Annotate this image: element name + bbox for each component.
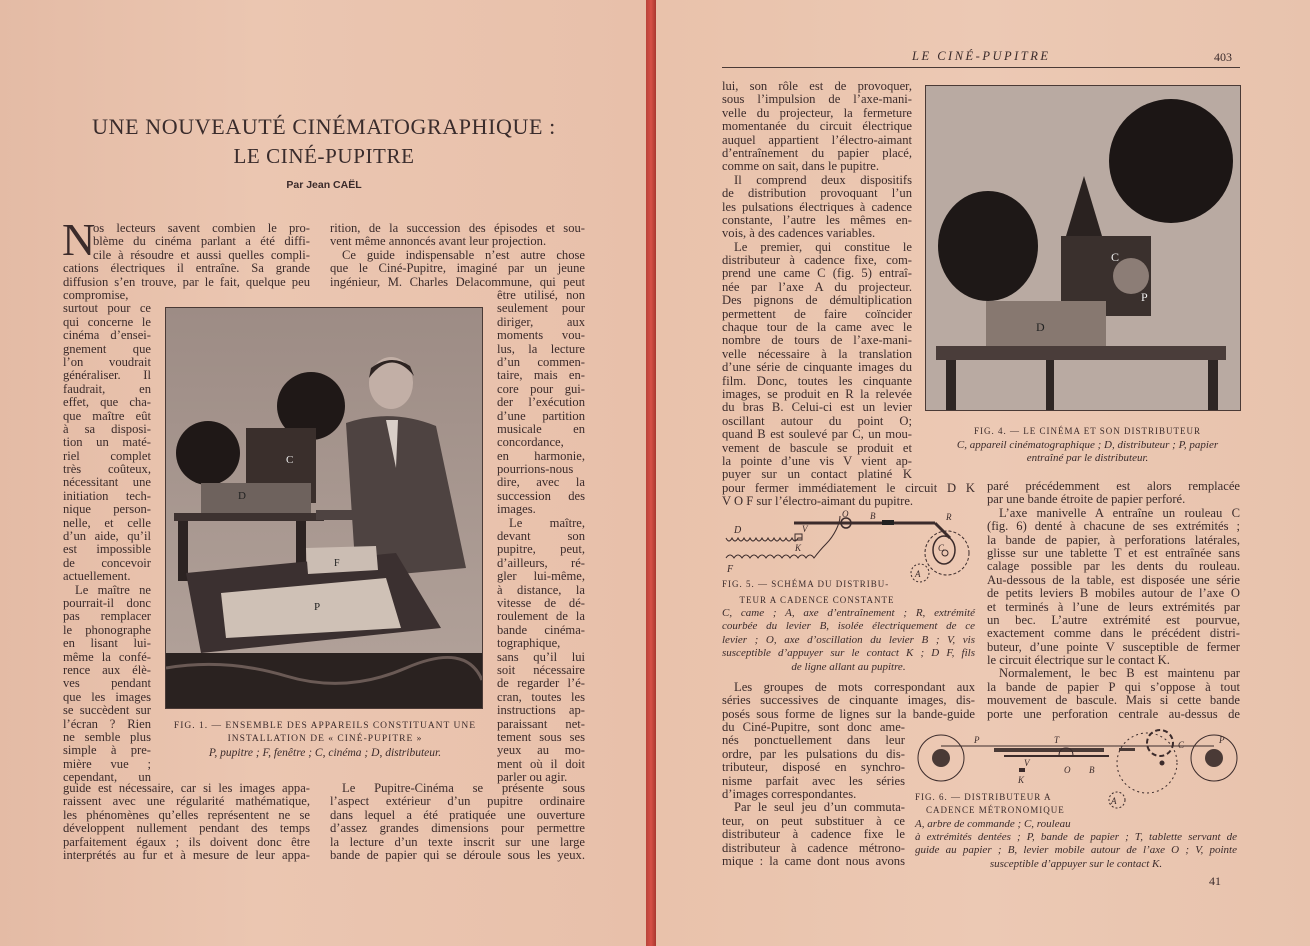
text-line: tement sous ses xyxy=(497,729,585,744)
text-line: gnement que xyxy=(63,341,151,356)
text-line: calage possible par les dents du rouleau. xyxy=(987,559,1240,574)
text-line: film. Donc, toutes les cinquante xyxy=(722,373,912,388)
text-line: ingénieur, M. Charles Delacommune, qui peut xyxy=(330,274,585,289)
text-line: nécessitant une xyxy=(63,475,151,490)
text-line: pas remplacer xyxy=(63,609,151,624)
text-line: succession des xyxy=(497,488,585,503)
label-o: O xyxy=(1064,765,1071,775)
text-line: comme on sait, dans le pupitre. xyxy=(722,159,880,174)
text-line: devant son xyxy=(497,529,585,544)
label-c: C xyxy=(1111,250,1120,264)
text-line: concordance, xyxy=(497,435,564,450)
text-line: nés ponctuellement dans leur xyxy=(722,733,905,748)
text-line: parler ou agir. xyxy=(497,770,568,785)
text-line: cran, toutes les xyxy=(497,689,585,704)
byline: Par Jean CAËL xyxy=(286,179,362,191)
text-block-bottom-col2 xyxy=(330,782,585,862)
ciné-pupitre-installation-image xyxy=(166,308,482,708)
text-block-narrow-right xyxy=(497,289,585,784)
label-b: B xyxy=(1089,765,1095,775)
text-line: raissent avec une régularité mathématique, xyxy=(63,794,310,809)
text-line: faudrait, en xyxy=(63,381,151,396)
text-line: rition, de la succession des épisodes et sou- xyxy=(330,221,585,235)
figure-6-legend xyxy=(915,831,1237,871)
text-line: est impossible xyxy=(63,542,151,557)
text-line: pupitre, peut, xyxy=(497,542,585,557)
figure-1-legend: P, pupitre ; F, fenêtre ; C, cinéma ; D, distributeur. xyxy=(208,747,442,759)
figure-1-caption-title xyxy=(165,720,485,747)
text-line: mière vue ; xyxy=(63,756,151,771)
text-line: puyer sur un contact platiné K xyxy=(722,467,912,482)
text-line: même la confé- xyxy=(63,649,151,664)
page-number-top: 403 xyxy=(1214,50,1232,64)
running-head: LE CINÉ-PUPITRE xyxy=(912,49,1051,63)
caption-line: C, appareil cinématographique ; D, distributeur ; P, papier xyxy=(956,439,1219,451)
figure-1-photo xyxy=(165,307,483,709)
text-line: dans lequel a été pratiquée une ouverture xyxy=(330,807,585,822)
text-line: se succèdent sur xyxy=(63,703,151,718)
text-line: en harmonie, xyxy=(497,448,585,463)
label-c: C xyxy=(938,543,945,553)
text-line: constante, l’autre les mêmes en- xyxy=(722,212,912,227)
figure-4-photo xyxy=(925,85,1241,411)
text-line: L’axe manivelle A entraîne un rouleau C xyxy=(999,505,1240,520)
text-line: de concevoir xyxy=(63,555,151,570)
text-line: sans qu’il lui xyxy=(497,649,585,664)
text-block-col2 xyxy=(987,480,1240,721)
caption-line: courbée du levier B, isolée électriquement de ce xyxy=(722,620,975,633)
text-block-col1-wide xyxy=(722,482,975,509)
text-line: exactement comme dans le précédent distri- xyxy=(987,626,1240,641)
text-line: du Ciné-Pupitre, sont donc ame- xyxy=(722,720,905,734)
text-line: l’on voudrait xyxy=(63,354,151,369)
article-title: UNE NOUVEAUTÉ CINÉMATOGRAPHIQUE : xyxy=(92,114,556,139)
text-line: la bande de papier P qui s’oppose à tout xyxy=(987,679,1240,694)
text-line: que maître eût xyxy=(63,408,151,423)
text-line: pourrait-il donc xyxy=(63,595,151,610)
text-line: la lecture d’un texte inscrit sur une large xyxy=(330,834,585,849)
text-line: blème du cinéma parlant a été diffi- xyxy=(93,234,310,249)
text-line: mouvement de bascule. Mais si cette bande xyxy=(987,693,1240,708)
text-line: en lisant lui- xyxy=(63,636,151,651)
text-line: ment où il doit xyxy=(497,756,585,771)
text-line: Normalement, le bec B est maintenu par xyxy=(999,666,1240,681)
text-line: ves pendant xyxy=(63,676,151,691)
text-line: d’images correspondantes. xyxy=(722,786,857,801)
text-line: yeux au mo- xyxy=(497,743,585,758)
text-line: de distribution provoquant l’un xyxy=(722,186,912,201)
text-line: d’ailleurs, ré- xyxy=(497,555,585,570)
text-line: l’aspect extérieur d’un pupitre ordinaire xyxy=(330,794,585,809)
text-line: initiation tech- xyxy=(63,488,151,503)
text-line: être utilisé, non xyxy=(497,288,585,302)
text-line: moments vou- xyxy=(497,328,585,343)
caption-line: susceptible d’appuyer sur le contact K. xyxy=(989,857,1163,870)
text-line: oscillant autour du point O; xyxy=(722,413,912,428)
figure-4-legend xyxy=(935,439,1240,466)
left-page xyxy=(0,0,648,946)
text-line: roulement de la xyxy=(497,609,585,624)
text-block-intro-col1 xyxy=(63,222,310,289)
text-line: les pulsations électriques à cadence xyxy=(722,199,912,214)
text-block-groups-wide xyxy=(722,681,975,721)
text-line: et terminés à l’une de leurs extrémités par xyxy=(987,599,1240,614)
text-line: der l’exécution xyxy=(497,395,585,410)
text-line: glisse sur une tablette T et est entraînée sans xyxy=(987,545,1240,560)
text-line: paraissant net- xyxy=(497,716,585,731)
text-line: core pour gui- xyxy=(497,381,585,396)
text-line: née par l’axe A du projecteur. xyxy=(722,279,912,294)
label-t: T xyxy=(1054,735,1060,745)
text-line: le circuit électrique sur le contact K. xyxy=(987,653,1170,668)
text-line: que le Ciné-Pupitre, imaginé par un jeune xyxy=(330,261,585,276)
text-line: compromise, xyxy=(63,288,129,302)
text-line: bande de papier qui se déroule sous les yeux. xyxy=(330,847,585,862)
text-line: sous l’impulsion de l’axe-mani- xyxy=(722,92,912,107)
text-line: images. xyxy=(497,502,536,517)
text-line: d’une série de cinquante images du xyxy=(722,360,912,375)
text-line: chaque tour de la came avec le xyxy=(722,320,912,335)
text-line: Le premier, qui constitue le xyxy=(734,239,912,254)
text-line: pourrions-nous xyxy=(497,462,574,477)
text-line: Ce guide indispensable n’est autre chose xyxy=(342,247,585,262)
text-line: actuellement. xyxy=(63,569,131,584)
text-line: vent même annoncés avant leur projection. xyxy=(330,234,547,249)
text-line: mique : la came dont nous avons xyxy=(722,853,905,868)
text-line: Le Pupitre-Cinéma se présente sous xyxy=(342,781,585,795)
text-line: parfaitement égaux ; ils doivent donc être xyxy=(63,834,310,849)
caption-line: susceptible d’appuyer sur le contact K ; D F, fils xyxy=(722,647,975,660)
text-line: images, se produit en R la relevée xyxy=(722,386,912,401)
label-b: B xyxy=(870,511,876,521)
text-line: la bande de papier, à perforations latérales, xyxy=(987,532,1240,547)
text-line: de regarder l’é- xyxy=(497,676,585,691)
text-line: distributeur à cadence métrono- xyxy=(722,840,905,855)
text-line: cations électriques il entraîne. Sa grande xyxy=(63,261,310,276)
text-line: guide est nécessaire, car si les images appa- xyxy=(63,781,310,795)
text-line: Par le seul jeu d’un commuta- xyxy=(734,800,905,815)
label-r: R xyxy=(946,512,952,522)
text-line: généraliser. Il xyxy=(63,368,151,383)
text-line: tributeur, disposé en synchro- xyxy=(722,760,905,775)
text-line: tion un maté- xyxy=(63,435,151,450)
text-line: permettent de faire coïncider xyxy=(722,306,912,321)
text-line: lui, son rôle est de provoquer, xyxy=(722,79,912,93)
label-f: F xyxy=(334,558,340,569)
text-line: Le maître, xyxy=(509,515,585,530)
label-d: D xyxy=(1036,320,1045,334)
text-block-narrow-left xyxy=(63,289,151,784)
caption-line: levier ; O, axe d’oscillation du levier B ; V, vis xyxy=(722,633,975,646)
text-line: vois, à des cadences variables. xyxy=(722,226,876,241)
text-line: posés sous forme de lignes sur la bande-guide xyxy=(722,706,975,721)
cinema-and-distributor-image xyxy=(926,86,1240,410)
text-line: musicale en xyxy=(497,421,585,436)
text-line: teur, on peut substituer à ce xyxy=(722,813,905,828)
text-line: simple à pre- xyxy=(63,743,151,758)
text-line: nombre de tours de l’axe-mani- xyxy=(722,333,912,348)
text-line: par une bande étroite de papier perforé. xyxy=(987,492,1186,507)
text-line: instructions ap- xyxy=(497,703,585,718)
text-line: nique person- xyxy=(63,502,151,517)
text-line: Au-dessous de la table, est disposée une série xyxy=(987,572,1240,587)
text-block-bottom-col1 xyxy=(63,782,310,862)
text-line: ne semble plus xyxy=(63,729,151,744)
figure-5-caption-title-1: FIG. 5. — SCHÉMA DU DISTRIBU- xyxy=(722,579,890,589)
text-line: buteur, d’une pointe V susceptible de fermer xyxy=(987,639,1240,654)
text-line: porte une perforation centrale au-dessus de xyxy=(987,706,1240,721)
header-rule xyxy=(722,67,1240,68)
drop-cap: N xyxy=(62,214,96,265)
text-line: vitesse de dé- xyxy=(497,595,585,610)
label-p: P xyxy=(974,735,980,745)
label-c: C xyxy=(286,454,294,466)
text-line: un bec. L’autre extrémité est pourvue, xyxy=(987,612,1240,627)
text-line: très coûteux, xyxy=(63,462,151,477)
text-line: à sa disposi- xyxy=(63,421,151,436)
text-line: V O F sur l’électro-aimant du pupitre. xyxy=(722,494,914,509)
text-line: distributeur à cadence fixe, com- xyxy=(722,253,912,268)
figure-5-legend xyxy=(722,607,975,674)
text-line: cile à résoudre et aussi quelles compli- xyxy=(93,247,310,262)
figure-4-caption-title: FIG. 4. — LE CINÉMA ET SON DISTRIBUTEUR xyxy=(973,426,1202,436)
text-line: nelle, et celle xyxy=(63,515,151,530)
text-line: quand B est soulevé par C, un mou- xyxy=(722,427,912,442)
text-line: d’un aide, qu’il xyxy=(63,529,151,544)
page-number-bottom: 41 xyxy=(1209,874,1221,888)
label-d: D xyxy=(734,525,742,536)
text-line: taire, mais en- xyxy=(497,368,585,383)
text-line: lus, la lecture xyxy=(497,341,585,356)
caption-line: à extrémités dentées ; P, bande de papier ; T, tablette servant de xyxy=(915,831,1237,843)
text-line: os lecteurs savent combien le pro- xyxy=(93,221,310,235)
text-line: les phénomènes qu’elles représentent ne se xyxy=(63,807,310,822)
text-line: effet, que cha- xyxy=(63,395,151,410)
text-line: rence aux élè- xyxy=(63,662,151,677)
text-line: qui concerne le xyxy=(63,314,151,329)
text-line: momentanée du circuit électrique xyxy=(722,119,912,134)
text-line: diriger, aux xyxy=(497,314,585,329)
text-line: de petits leviers B mobiles autour de l’axe O xyxy=(987,586,1240,601)
text-block-groups-narrow xyxy=(722,721,905,868)
label-p: P xyxy=(1219,735,1225,745)
text-line: tographique, xyxy=(497,636,561,651)
text-block-col1-narrow xyxy=(722,80,912,482)
text-line: auquel appartient l’électro-aimant xyxy=(722,132,912,147)
caption-line: guide au papier ; B, levier mobile autour de l’axe O ; V, pointe xyxy=(915,844,1237,857)
text-line: riel complet xyxy=(63,448,151,463)
label-k: K xyxy=(1018,775,1025,785)
text-line: d’entraînement du papier placé, xyxy=(722,145,912,160)
figure-6-caption-title-2: CADENCE MÉTRONOMIQUE xyxy=(926,805,1065,815)
label-v: V xyxy=(1024,758,1030,768)
text-line: surtout pour ce xyxy=(63,301,151,316)
label-p: P xyxy=(1141,290,1148,304)
text-line: prend une came C (fig. 5) entraî- xyxy=(722,266,912,281)
text-line: ordre, par les pulsations du dis- xyxy=(722,746,905,761)
text-line: Il comprend deux dispositifs xyxy=(734,172,912,187)
text-line: la pointe d’une vis V vient ap- xyxy=(722,453,912,468)
text-line: distributeur à cadence fixe le xyxy=(722,827,905,842)
text-block-intro-col2 xyxy=(330,222,585,289)
caption-line: de ligne allant au pupitre. xyxy=(791,660,906,673)
right-page xyxy=(656,0,1310,946)
label-o: O xyxy=(842,509,849,519)
label-a: A xyxy=(915,569,921,579)
text-line: d’un commen- xyxy=(497,354,585,369)
text-line: pour fermer immédiatement le circuit D K xyxy=(722,481,975,495)
text-line: velle du projecteur, la fermeture xyxy=(722,105,912,120)
figure-6-legend-first: A, arbre de commande ; C, rouleau xyxy=(915,818,1071,830)
figure-5-diagram xyxy=(722,508,977,583)
label-c: C xyxy=(1178,740,1185,750)
text-line: le phonographe xyxy=(63,622,151,637)
text-line: soit nécessaire xyxy=(497,662,585,677)
text-line: à distance, la xyxy=(497,582,585,597)
label-v: V xyxy=(802,524,808,534)
text-line: seulement pour xyxy=(497,301,585,316)
article-subtitle: LE CINÉ-PUPITRE xyxy=(233,144,415,168)
page-binding xyxy=(646,0,656,946)
text-line: d’une partition xyxy=(497,408,585,423)
text-line: que les images xyxy=(63,689,151,704)
label-a: A xyxy=(1111,796,1117,806)
text-line: du bras B. Celui-ci est un levier xyxy=(722,400,912,415)
figure-6-caption-title-1: FIG. 6. — DISTRIBUTEUR A xyxy=(915,792,1052,802)
text-line: gler lui-même, xyxy=(497,569,585,584)
text-line: interprétés au fur et à mesure de leur appa- xyxy=(63,847,310,862)
label-k: K xyxy=(795,543,802,553)
text-line: Les groupes de mots correspondant aux xyxy=(734,680,975,694)
caption-line: C, came ; A, axe d’entraînement ; R, extrémité xyxy=(722,607,975,619)
label-p: P xyxy=(314,601,321,613)
text-line: vement de bascule se produit et xyxy=(722,440,912,455)
caption-line: FIG. 1. — ENSEMBLE DES APPAREILS CONSTITUANT UNE xyxy=(173,721,477,731)
text-line: bande cinéma- xyxy=(497,622,585,637)
figure-5-caption-title-2: TEUR A CADENCE CONSTANTE xyxy=(739,595,895,605)
label-f: F xyxy=(727,564,734,575)
text-line: cinéma d’ensei- xyxy=(63,328,151,343)
text-line: Des pignons de démultiplication xyxy=(722,293,912,308)
text-line: diffusion s’en trouve, par le fait, quelque peu xyxy=(63,274,310,289)
text-line: paré précédemment est alors remplacée xyxy=(987,479,1240,493)
text-line: (fig. 6) denté à chacune de ses extrémités ; xyxy=(987,519,1240,534)
label-d: D xyxy=(238,490,246,502)
text-line: d’assez grandes dimensions pour permettre xyxy=(330,821,585,836)
text-line: séries successives de cinquante images, dis- xyxy=(722,693,975,708)
text-line: nisme parfait avec les séries xyxy=(722,773,905,788)
text-line: Le maître ne xyxy=(75,582,151,597)
text-line: velle nécessaire à la translation xyxy=(722,346,912,361)
text-line: dire, avec la xyxy=(497,475,585,490)
text-line: l’écran ? Rien xyxy=(63,716,151,731)
text-line: développent nullement pendant des temps xyxy=(63,821,310,836)
caption-line: INSTALLATION DE « CINÉ-PUPITRE » xyxy=(227,734,423,745)
text-line: cependant, un xyxy=(63,770,151,785)
caption-line: entraîné par le distributeur. xyxy=(1026,452,1149,465)
